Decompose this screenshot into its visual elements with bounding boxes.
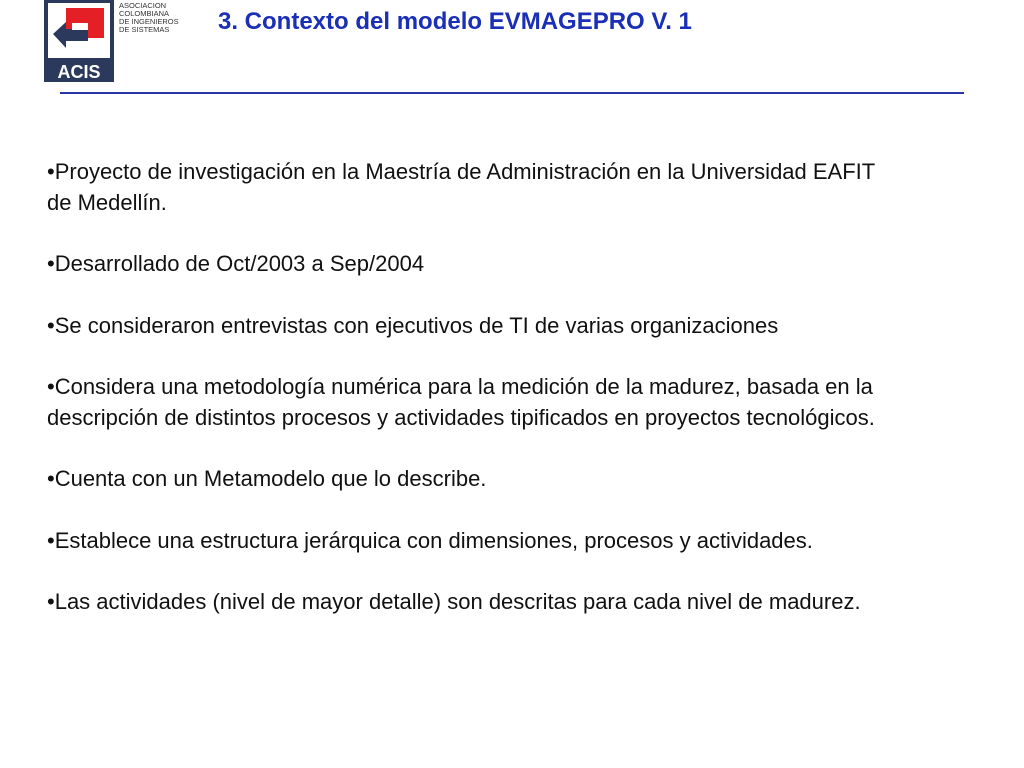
bullet-list [47, 157, 877, 618]
logo-org-line-3: DE INGENIEROS [119, 17, 179, 26]
logo-arrow-notch [72, 23, 88, 30]
bullet-item: •Las actividades (nivel de mayor detalle) son descritas para cada nivel de madurez. [47, 589, 861, 614]
bullet-item: •Se consideraron entrevistas con ejecutivos de TI de varias organizaciones [47, 312, 779, 338]
title-divider [60, 92, 964, 94]
bullet-item: •Establece una estructura jerárquica con dimensiones, procesos y actividades. [47, 527, 813, 553]
slide-title: 3. Contexto del modelo EVMAGEPRO V. 1 [218, 8, 692, 35]
bullet-item: •Desarrollado de Oct/2003 a Sep/2004 [47, 251, 425, 276]
acis-logo [44, 0, 196, 84]
logo-org-line-1: ASOCIACION [119, 1, 167, 10]
logo-acronym: ACIS [57, 62, 101, 82]
bullet-item: •Considera una metodología numérica para la medición de la madurez, basada en la descripción de distintos procesos y actividades tipificados en proyectos tecnológicos. [47, 374, 875, 430]
logo-org-line-4: DE SISTEMAS [119, 25, 170, 34]
logo-org-line-2: COLOMBIANA [119, 9, 170, 18]
bullet-item: •Cuenta con un Metamodelo que lo describe. [47, 466, 487, 491]
bullet-item: •Proyecto de investigación en la Maestría de Administración en la Universidad EAFIT de Medellín. [47, 159, 875, 215]
acis-logo-icon [44, 0, 196, 84]
